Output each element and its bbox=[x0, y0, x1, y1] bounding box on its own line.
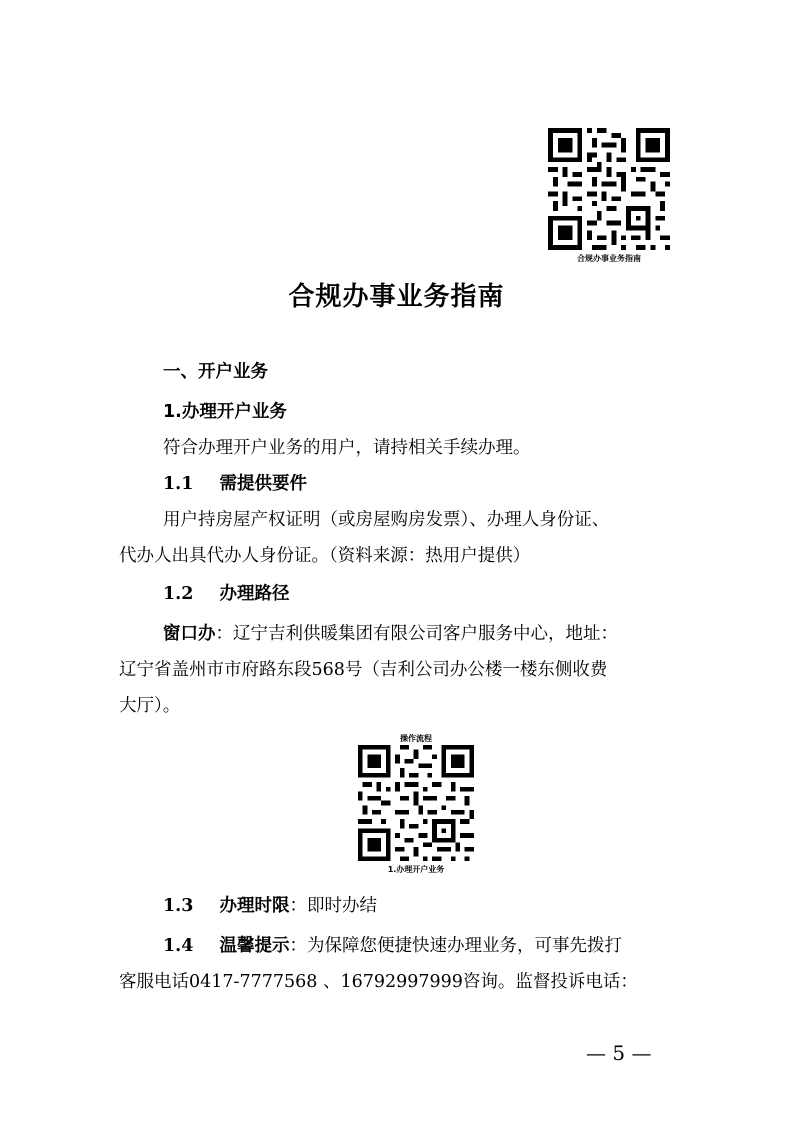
item-1-2-line1-rest: ：辽宁吉利供暖集团有限公司客户服务中心，地址： bbox=[215, 624, 618, 644]
item-1-4-label: 温馨提示 bbox=[219, 936, 290, 956]
item-1-4-text bbox=[119, 928, 638, 1000]
item-1-3 bbox=[163, 892, 377, 917]
item-1-3-label: 办理时限 bbox=[219, 896, 290, 916]
page-title: 合规办事业务指南 bbox=[288, 282, 505, 312]
item-1-1-heading bbox=[163, 470, 307, 495]
item-1-2-number: 1.2 bbox=[163, 584, 194, 604]
item-1-2-heading bbox=[163, 580, 289, 605]
item-1-heading: 1.办理开户业务 bbox=[163, 402, 287, 422]
item-1-2-text-line1 bbox=[119, 616, 618, 652]
qr-code-guide bbox=[548, 128, 670, 250]
qr-caption-bottom: 1.办理开户业务 bbox=[387, 865, 445, 874]
item-1-3-value: ：即时办结 bbox=[289, 896, 377, 916]
item-1-1-text-line2: 代办人出具代办人身份证。（资料来源：热用户提供） bbox=[119, 546, 531, 566]
page-number: — 5 — bbox=[586, 1041, 652, 1065]
section-heading: 一、开户业务 bbox=[163, 362, 268, 382]
item-1-4-line1-rest: ：为保障您便捷快速办理业务，可事先拨打 bbox=[289, 936, 622, 956]
qr-code-process bbox=[358, 745, 474, 861]
qr-caption-guide: 合规办事业务指南 bbox=[577, 254, 641, 263]
qr-caption-top: 操作流程 bbox=[400, 734, 432, 743]
item-1-2-lead: 窗口办 bbox=[163, 624, 216, 644]
item-1-3-number: 1.3 bbox=[163, 896, 194, 916]
item-1-1-text bbox=[119, 502, 609, 574]
item-1-2-label: 办理路径 bbox=[219, 584, 290, 604]
item-1-4-text-line2: 客服电话0417-7777568 、16792997999咨询。监督投诉电话： bbox=[119, 972, 638, 992]
item-1-1-number: 1.1 bbox=[163, 474, 194, 494]
item-1-intro: 符合办理开户业务的用户，请持相关手续办理。 bbox=[163, 438, 531, 458]
item-1-4-text-line1 bbox=[119, 928, 638, 964]
item-1-4-number: 1.4 bbox=[163, 936, 194, 956]
item-1-2-text bbox=[119, 616, 618, 724]
item-1-2-text-line3: 大厅）。 bbox=[119, 696, 181, 716]
item-1-2-text-line2: 辽宁省盖州市市府路东段568号（吉利公司办公楼一楼东侧收费 bbox=[119, 660, 608, 680]
item-1-1-text-line1: 用户持房屋产权证明（或房屋购房发票）、办理人身份证、 bbox=[163, 510, 610, 530]
item-1-1-label: 需提供要件 bbox=[219, 474, 307, 494]
